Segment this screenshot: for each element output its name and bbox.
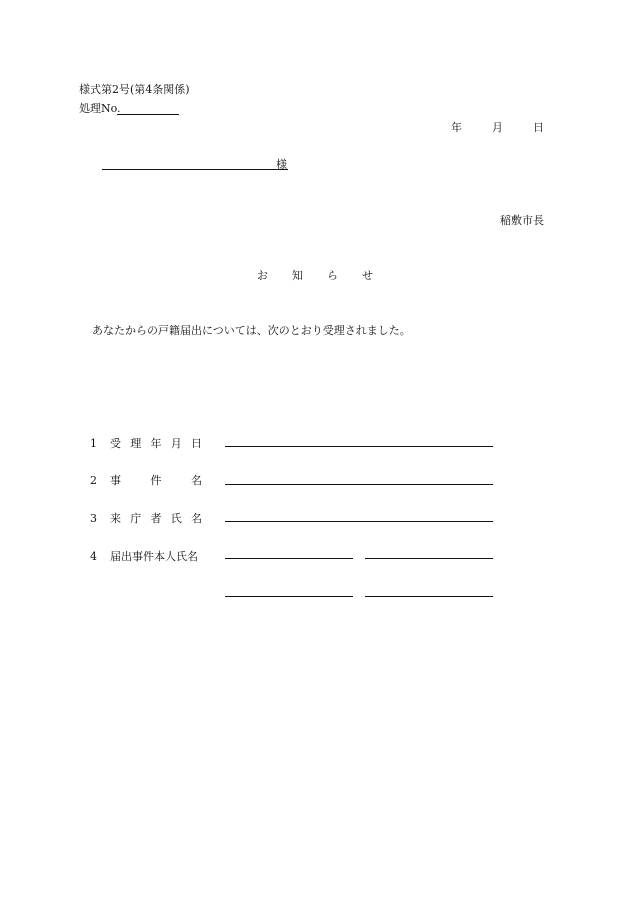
item-number: 3 (90, 512, 97, 525)
item-label-char: 年 (150, 437, 162, 450)
item-label-char: 月 (170, 437, 182, 450)
item-label-char: 理 (130, 437, 142, 450)
item-case-name (90, 472, 202, 488)
item-label: 届出事件本人氏名 (110, 550, 198, 563)
addressee-suffix: 様 (276, 158, 287, 171)
date-year-label: 年 (451, 121, 462, 134)
case-name-field[interactable] (225, 484, 493, 485)
item-label-char: 受 (110, 437, 121, 450)
notice-body: あなたからの戸籍届出については、次のとおり受理されました。 (92, 324, 411, 337)
item-label-char: 名 (191, 512, 202, 525)
item-subject-name (90, 548, 202, 564)
item-label-char: 氏 (170, 512, 182, 525)
date-row (451, 119, 544, 135)
notice-title (0, 267, 630, 283)
subject-name-field-2b[interactable] (365, 596, 493, 597)
item-label-char: 日 (191, 437, 202, 450)
item-number: 1 (90, 437, 97, 450)
receipt-date-field[interactable] (225, 446, 493, 447)
notice-title-char: お (257, 269, 268, 282)
issuer-name: 稲敷市長 (500, 214, 544, 227)
notice-title-char: 知 (292, 269, 303, 282)
visitor-name-field[interactable] (225, 521, 493, 522)
form-number: 様式第2号(第4条関係) (79, 83, 190, 96)
item-label-char: 庁 (130, 512, 142, 525)
subject-name-field-2a[interactable] (225, 596, 353, 597)
item-number: 4 (90, 550, 97, 563)
item-label-char: 事 (110, 474, 121, 487)
item-receipt-date (90, 435, 202, 451)
item-label-char: 名 (191, 474, 202, 487)
notice-title-char: ら (327, 269, 338, 282)
addressee-name-field[interactable] (102, 169, 288, 170)
notice-title-char: せ (362, 269, 373, 282)
item-visitor-name (90, 510, 202, 526)
processing-no-label: 処理No. (79, 102, 121, 115)
date-month-label: 月 (492, 121, 503, 134)
item-label-char: 者 (150, 512, 162, 525)
date-day-label: 日 (533, 121, 544, 134)
subject-name-field-1a[interactable] (225, 558, 353, 559)
item-label-char: 件 (150, 474, 162, 487)
item-label-char: 来 (110, 512, 121, 525)
processing-no-field[interactable] (117, 114, 179, 115)
subject-name-field-1b[interactable] (365, 558, 493, 559)
item-number: 2 (90, 474, 97, 487)
